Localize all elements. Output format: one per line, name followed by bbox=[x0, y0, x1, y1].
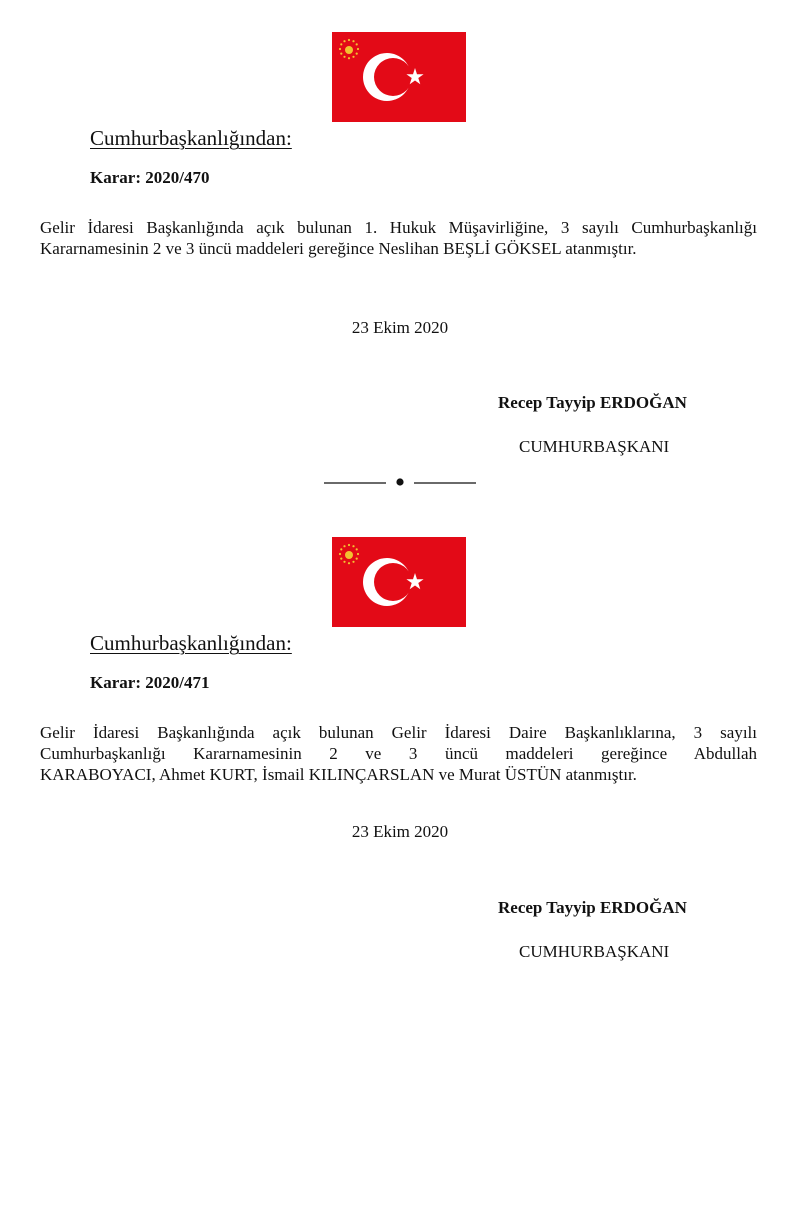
presidential-flag-icon bbox=[332, 32, 466, 122]
issuer-heading: Cumhurbaşkanlığından: bbox=[90, 126, 292, 150]
decision-number: Karar: 2020/470 bbox=[90, 168, 210, 187]
body-line: Cumhurbaşkanlığı Kararnamesinin 2 ve 3 üncü maddeleri gereğince Abdullah bbox=[40, 744, 757, 763]
decision-body bbox=[40, 217, 757, 259]
signer-name: Recep Tayyip ERDOĞAN bbox=[498, 393, 687, 412]
issuer-heading: Cumhurbaşkanlığından: bbox=[90, 631, 292, 655]
decision-number: Karar: 2020/471 bbox=[90, 673, 210, 692]
body-line: Kararnamesinin 2 ve 3 üncü maddeleri gereğince Neslihan BEŞLİ GÖKSEL atanmıştır. bbox=[40, 239, 637, 258]
decision-date: 23 Ekim 2020 bbox=[351, 318, 449, 337]
body-line: KARABOYACI, Ahmet KURT, İsmail KILINÇARSLAN ve Murat ÜSTÜN atanmıştır. bbox=[40, 765, 637, 784]
line-dot-line-separator-icon bbox=[320, 474, 480, 490]
decision-date: 23 Ekim 2020 bbox=[351, 822, 449, 841]
signer-title: CUMHURBAŞKANI bbox=[519, 942, 670, 961]
decision-body bbox=[40, 722, 757, 785]
body-line: Gelir İdaresi Başkanlığında açık bulunan 1. Hukuk Müşavirliğine, 3 sayılı Cumhurbaşkanlığı bbox=[40, 218, 757, 237]
presidential-flag-icon bbox=[332, 537, 466, 627]
signer-title: CUMHURBAŞKANI bbox=[519, 437, 670, 456]
body-line: Gelir İdaresi Başkanlığında açık bulunan Gelir İdaresi Daire Başkanlıklarına, 3 sayılı bbox=[40, 723, 757, 742]
signer-name: Recep Tayyip ERDOĞAN bbox=[498, 898, 687, 917]
